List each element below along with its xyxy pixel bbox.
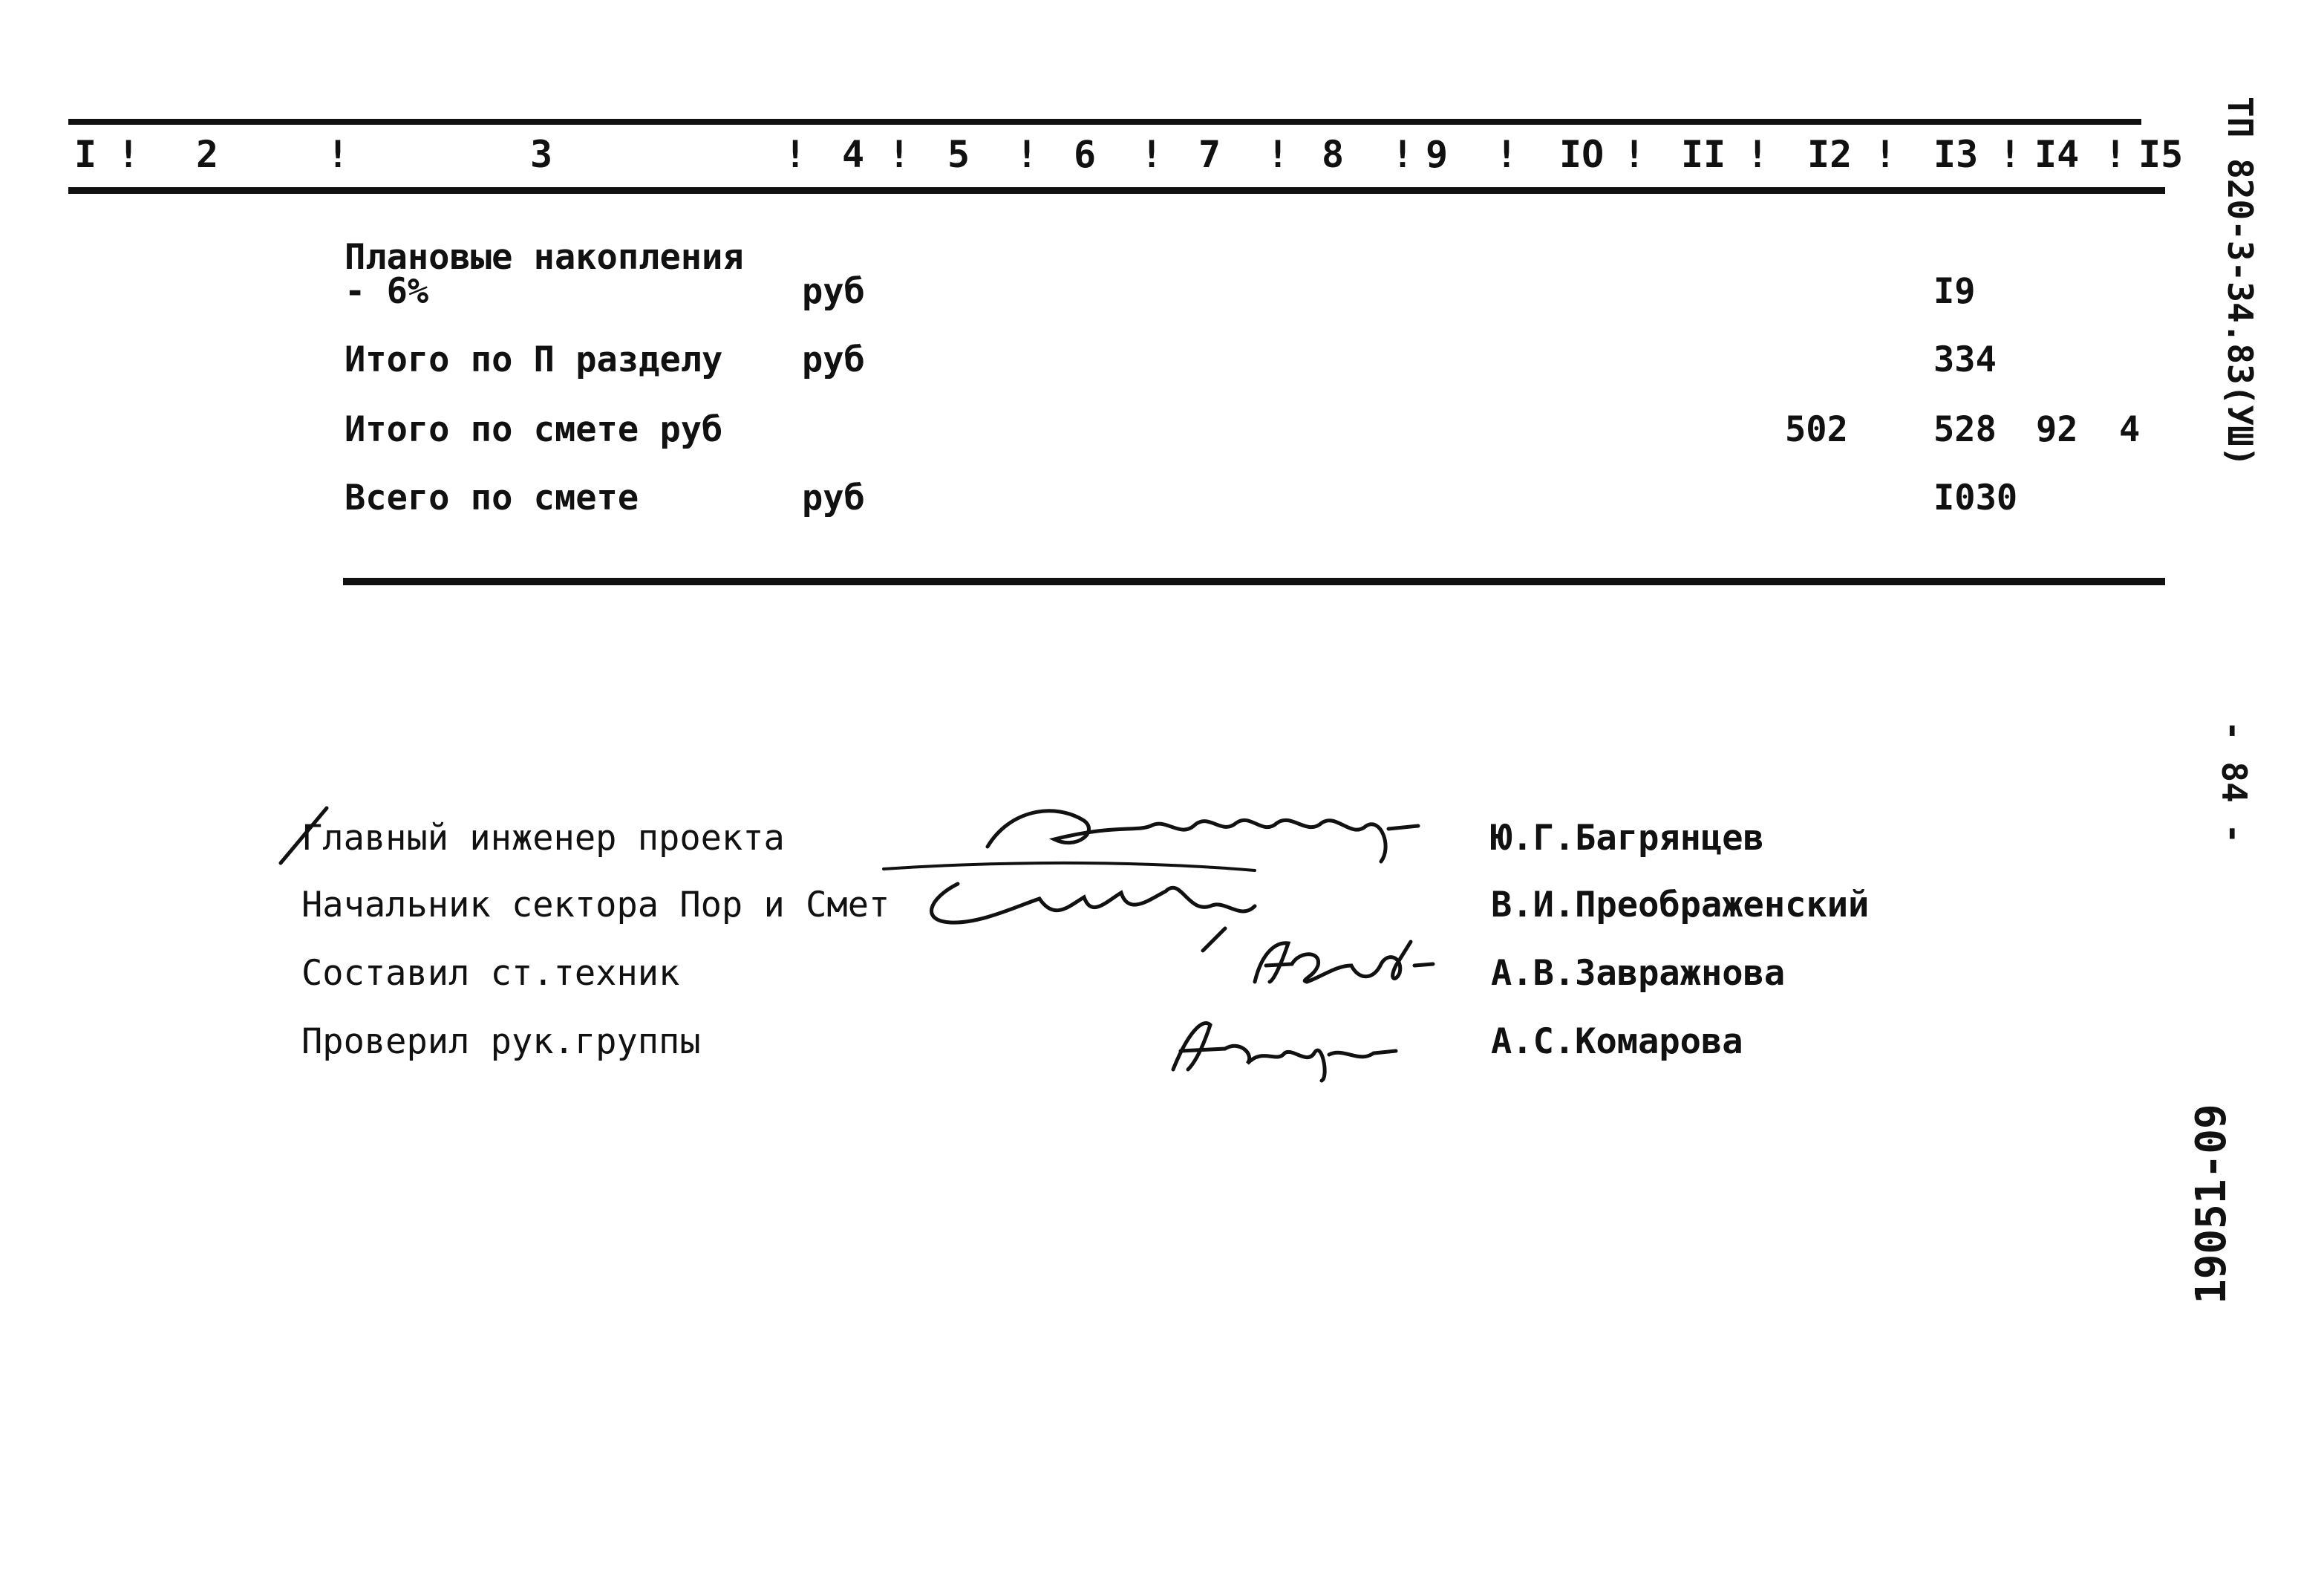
row-planned-savings-label: Плановые накопления [345,237,744,278]
row-grand-total-col13: I030 [1933,478,2018,518]
col-separator: ! [1746,133,1769,176]
signature-name-sector-head: В.И.Преображенский [1491,885,1870,925]
col-separator: ! [888,133,911,176]
col-separator: ! [1016,133,1039,176]
row-estimate-total-col13: 528 [1933,409,1997,450]
col-separator: ! [1495,133,1518,176]
col-header-1: I [74,133,97,176]
signature-name-checker: А.С.Комарова [1491,1021,1743,1062]
col-header-13: I3 [1933,133,1979,176]
header-top-rule [68,119,2141,125]
col-header-8: 8 [1322,133,1345,176]
signature-name-compiler: А.В.Завражнова [1491,953,1786,994]
document-code: ТП 820-3-34.83(УШ) [2220,97,2260,467]
row-section2-total-unit: руб [802,339,865,380]
col-separator: ! [117,133,140,176]
row-estimate-total-col14: 92 [2036,409,2078,450]
row-section2-total-col13: 334 [1933,339,1997,380]
signature-role-checker: Проверил рук.группы [301,1021,701,1062]
col-header-15: I5 [2138,133,2184,176]
col-separator: ! [1874,133,1897,176]
col-header-3: 3 [530,133,553,176]
col-header-5: 5 [947,133,970,176]
row-section2-total-label: Итого по П разделу [345,339,723,380]
col-separator: ! [1140,133,1163,176]
col-header-9: 9 [1426,133,1449,176]
margin-check-mark [275,802,334,869]
col-separator: ! [784,133,807,176]
row-estimate-total-label: Итого по смете руб [345,409,723,450]
col-separator: ! [327,133,350,176]
col-header-11: II [1681,133,1726,176]
row-planned-savings-col13: I9 [1933,271,1976,312]
row-planned-savings-unit: руб [802,271,865,312]
row-planned-savings-percent: - 6% [345,271,429,312]
col-header-6: 6 [1074,133,1097,176]
signature-role-compiler: Составил ст.техник [301,953,680,994]
col-separator: ! [1267,133,1290,176]
header-bottom-rule [68,187,2165,194]
col-separator: ! [2104,133,2127,176]
signature-compiler-handwritten [1247,936,1440,995]
row-grand-total-label: Всего по смете [345,478,639,518]
col-separator: ! [1391,133,1414,176]
col-separator: ! [1623,133,1646,176]
signature-sector-head-handwritten [869,854,1285,966]
signature-role-sector-head: Начальник сектора Пор и Смет [301,885,890,925]
col-header-12: I2 [1807,133,1853,176]
col-header-2: 2 [196,133,219,176]
page-number: - 84 - [2214,720,2254,844]
col-header-10: IO [1559,133,1605,176]
table-end-rule [343,578,2165,585]
signature-name-chief-engineer: Ю.Г.Багрянцев [1491,818,1764,859]
signature-checker-handwritten [1158,1010,1411,1084]
archive-stamp-number: 19051-09 [2187,1104,2236,1304]
col-header-4: 4 [842,133,865,176]
row-grand-total-unit: руб [802,478,865,518]
col-header-14: I4 [2034,133,2080,176]
signature-role-chief-engineer: Главный инженер проекта [301,818,785,859]
row-estimate-total-col15: 4 [2119,409,2141,450]
col-separator: ! [1999,133,2022,176]
col-header-7: 7 [1198,133,1221,176]
row-estimate-total-col12: 502 [1785,409,1848,450]
